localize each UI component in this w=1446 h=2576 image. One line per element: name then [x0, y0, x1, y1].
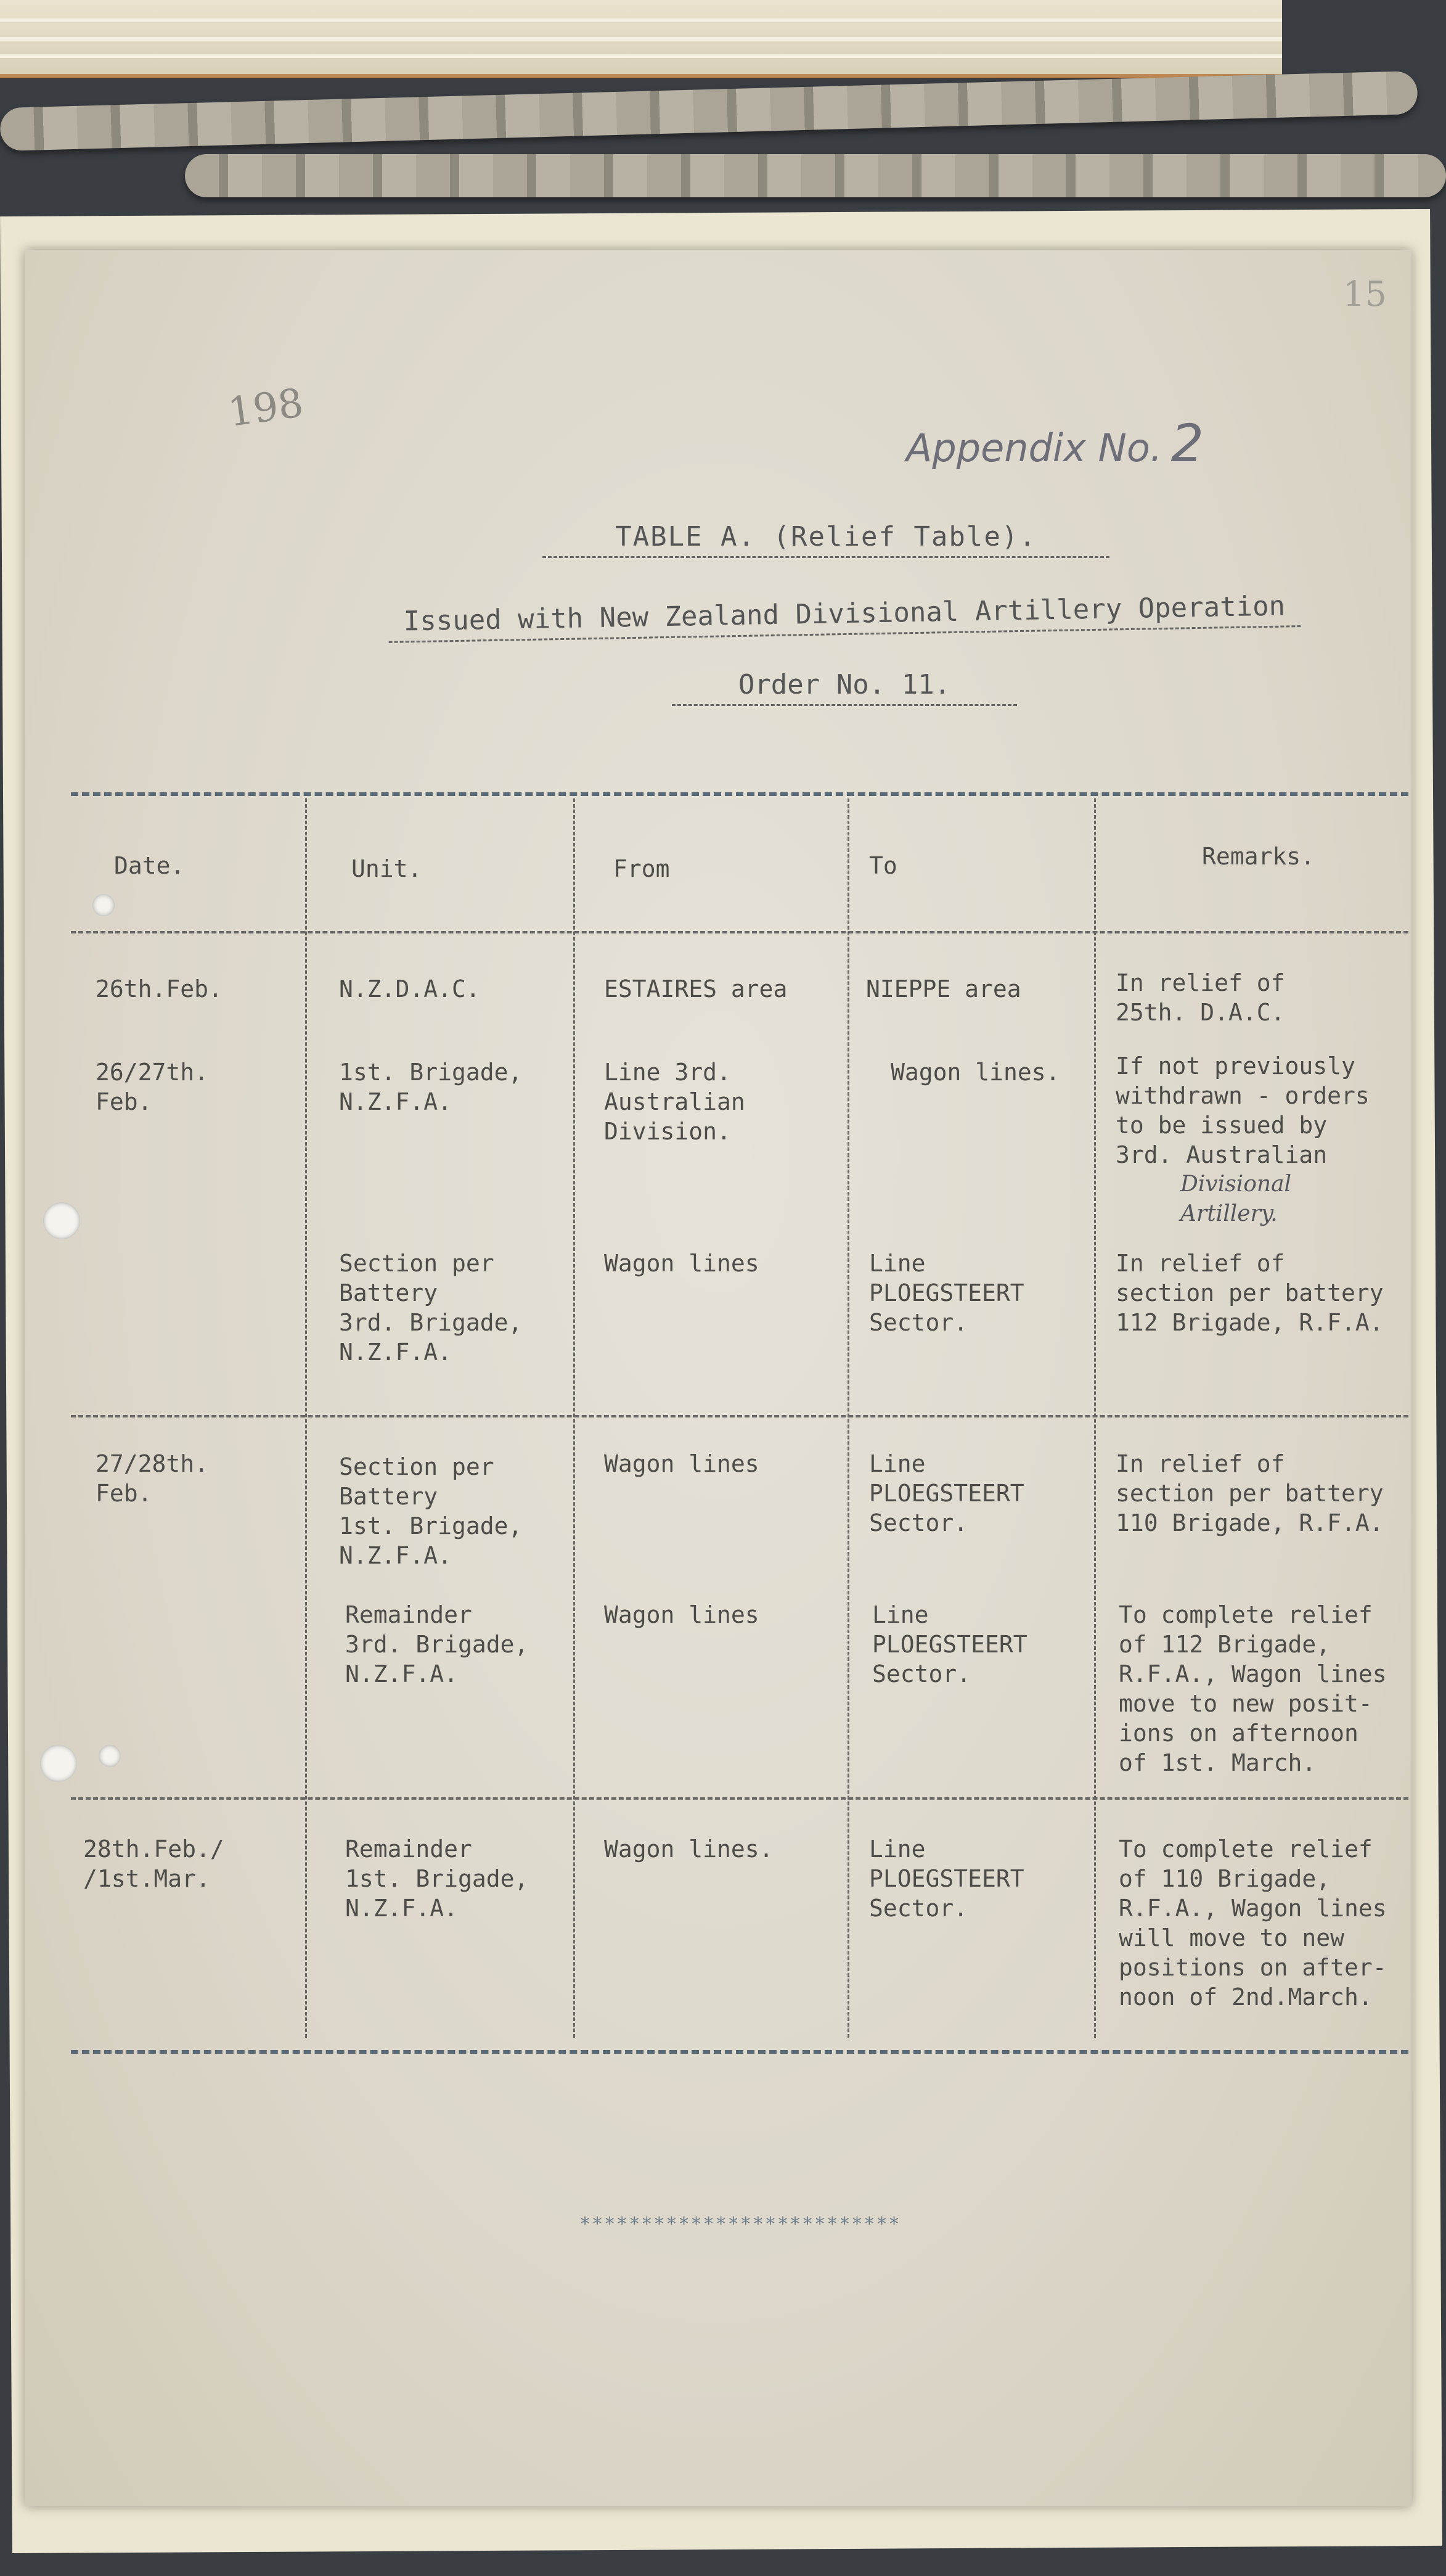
header-unit: Unit.: [351, 855, 422, 882]
header-from: From: [613, 855, 670, 882]
appendix-label: [906, 413, 1204, 474]
relief-table: [71, 792, 1408, 2056]
table-bottom-rule: [71, 2050, 1408, 2054]
folder-top-papers: [0, 0, 1282, 78]
row-to: Line PLOEGSTEERT Sector.: [869, 1450, 1024, 1536]
row-remarks: To complete relief of 112 Brigade, R.F.A., Wagon lines move to new posit- ions on afternoon of 1st. March.: [1119, 1601, 1387, 1776]
row-from: Wagon lines: [604, 1601, 759, 1628]
document-page: [25, 250, 1411, 2506]
column-rule: [305, 798, 307, 2038]
table-top-rule: [71, 792, 1408, 796]
row-remarks: If not previously withdrawn - orders to be issued by 3rd. Australian: [1116, 1052, 1370, 1168]
row-remarks: To complete relief of 110 Brigade, R.F.A., Wagon lines will move to new positions on after- noon of 2nd.March.: [1119, 1836, 1387, 2011]
row-unit: N.Z.D.A.C.: [339, 975, 480, 1003]
page-number: 15: [1342, 274, 1387, 314]
row-unit: 1st. Brigade, N.Z.F.A.: [339, 1059, 523, 1115]
row-remarks: In relief of section per battery 112 Brigade, R.F.A.: [1116, 1250, 1384, 1336]
handwritten-remarks: Divisional Artillery.: [1180, 1171, 1292, 1226]
row-unit: Remainder 1st. Brigade, N.Z.F.A.: [345, 1836, 529, 1922]
binding-cord: [0, 71, 1418, 151]
row-rule: [71, 1415, 1408, 1417]
row-unit: Remainder 3rd. Brigade, N.Z.F.A.: [345, 1601, 529, 1688]
column-rule: [1094, 798, 1096, 2038]
column-rule: [573, 798, 575, 2038]
row-remarks: In relief of section per battery 110 Brigade, R.F.A.: [1116, 1450, 1384, 1536]
row-date: 28th.Feb./ /1st.Mar.: [83, 1836, 224, 1892]
row-date: 26th.Feb.: [96, 975, 223, 1003]
header-date: Date.: [114, 852, 185, 879]
row-from: Wagon lines: [604, 1450, 759, 1477]
row-to: Line PLOEGSTEERT Sector.: [872, 1601, 1027, 1688]
table-title: TABLE A. (Relief Table).: [542, 521, 1109, 558]
row-to: NIEPPE area: [866, 975, 1021, 1003]
row-unit: Section per Battery 3rd. Brigade, N.Z.F.A.: [339, 1250, 523, 1366]
row-remarks: In relief of 25th. D.A.C.: [1116, 969, 1285, 1026]
order-number: Order No. 11.: [672, 669, 1017, 706]
row-from: Wagon lines: [604, 1250, 759, 1277]
appendix-text: Appendix No.: [906, 425, 1162, 470]
binding-cord-lower: [185, 154, 1446, 197]
row-from: Wagon lines.: [604, 1836, 774, 1863]
row-date: 27/28th. Feb.: [96, 1450, 209, 1507]
row-to: Line PLOEGSTEERT Sector.: [869, 1250, 1024, 1336]
row-rule: [71, 1797, 1408, 1800]
row-to: Wagon lines.: [891, 1059, 1060, 1086]
closing-ornament: **************************: [579, 2213, 901, 2235]
column-rule: [848, 798, 849, 2038]
folio-number: 198: [225, 380, 306, 437]
header-remarks: Remarks.: [1202, 843, 1315, 870]
row-date: 26/27th. Feb.: [96, 1059, 209, 1115]
row-from: Line 3rd. Australian Division.: [604, 1059, 745, 1145]
row-to: Line PLOEGSTEERT Sector.: [869, 1836, 1024, 1922]
issued-with-line: Issued with New Zealand Divisional Artillery Operation: [388, 590, 1301, 643]
header-rule: [71, 931, 1408, 933]
header-to: To: [869, 852, 897, 879]
appendix-number: 2: [1170, 413, 1204, 474]
row-from: ESTAIRES area: [604, 975, 788, 1003]
row-unit: Section per Battery 1st. Brigade, N.Z.F.A.: [339, 1453, 523, 1569]
